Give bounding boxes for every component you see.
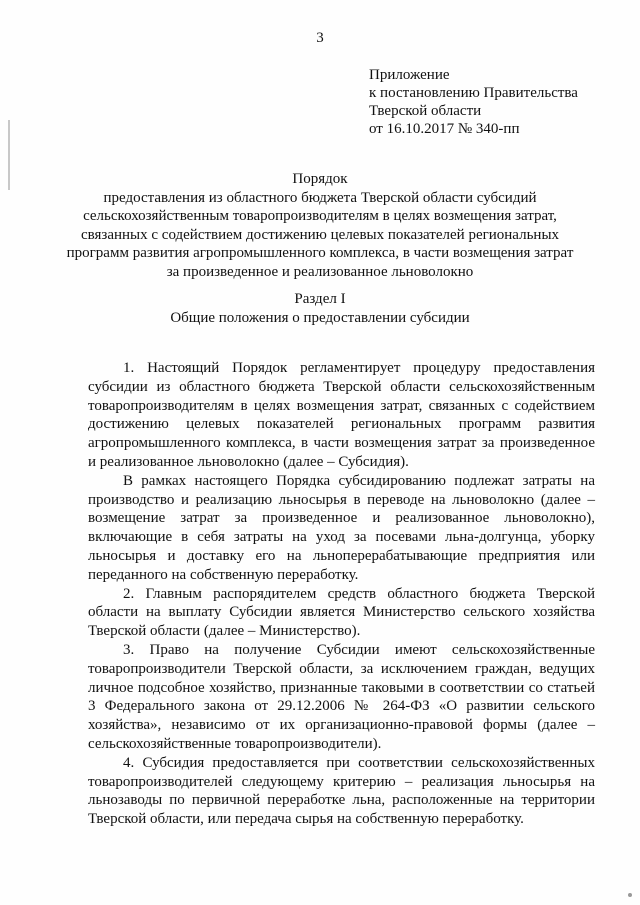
appendix-line-2: к постановлению Правительства [369,85,578,101]
paragraph: 3. Право на получение Субсидии имеют сельскохозяйственные товаропроизводители Тверской области, за исключением граждан, ведущих личное подсобное хозяйство, признанные таковыми в соответствии со статьей 3 Федерального закона от 29.12.2006 № 264-ФЗ «О развитии сельского хозяйства», независимо от их организационно-правовой формы (далее – сельскохозяйственные товаропроизводители). [88,641,595,752]
page-number: 3 [316,30,324,46]
body-text [88,359,595,829]
appendix-line-4: от 16.10.2017 № 340-пп [369,121,520,137]
paragraph: 2. Главным распорядителем средств областного бюджета Тверской области на выплату Субсидии является Министерство сельского хозяйства Тверской области (далее – Министерство). [88,585,595,640]
paragraph: В рамках настоящего Порядка субсидированию подлежат затраты на производство и реализацию льносырья в переводе на льноволокно (далее – возмещение затрат за произведенное и реализованное льноволокно), включающие в себя затраты на уход за посевами льна-долгунца, уборку льносырья и доставку его на льноперерабатывающие предприятия или переданного на собственную переработку. [88,472,595,583]
appendix-line-3: Тверской области [369,103,482,119]
document-title-text: предоставления из областного бюджета Тверской области субсидий сельскохозяйственным товаропроизводителям в целях возмещения затрат, связанных с содействием достижению целевых показателей региональных программ развития агропромышленного комплекса, в части возмещения затрат за произведенное и реализованное льноволокно [66,189,574,280]
appendix-line-1: Приложение [369,67,450,83]
section-title: Общие положения о предоставлении субсидии [170,309,470,326]
section-label: Раздел I [294,291,346,307]
document-title-heading: Порядок [292,171,348,187]
paragraph: 4. Субсидия предоставляется при соответствии сельскохозяйственных товаропроизводителей следующему критерию – реализация льносырья на льнозаводы по первичной переработке льна, расположенные на территории Тверской области, или передача сырья на собственную переработку. [88,754,595,828]
document-title [60,170,580,281]
scan-artifact-dot [628,893,632,897]
section-heading [60,290,580,327]
appendix-block [369,66,578,138]
scan-artifact-line [8,120,10,190]
paragraph: 1. Настоящий Порядок регламентирует процедуру предоставления субсидии из областного бюджета Тверской области сельскохозяйственным товаропроизводителям в целях возмещения затрат, связанных с содействием достижению целевых показателей региональных программ развития агропромышленного комплекса, в части возмещения затрат за произведенное и реализованное льноволокно (далее – Субсидия). [88,360,595,470]
